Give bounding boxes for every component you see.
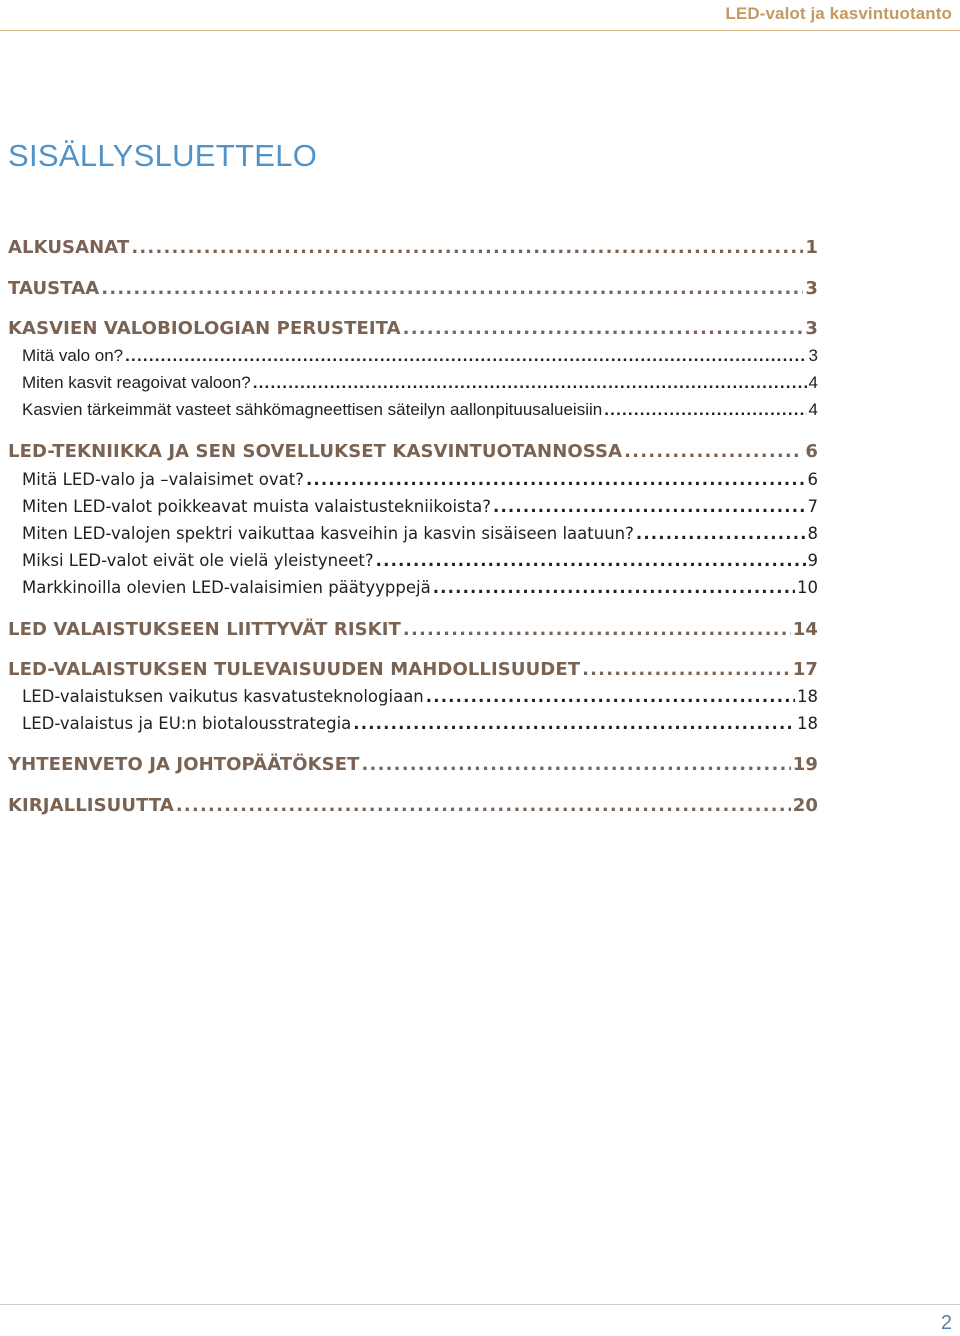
toc-entry-kasvien-tarkeimmat-vasteet[interactable]: [22, 400, 818, 420]
toc-entry-miten-kasvit-reagoivat[interactable]: [22, 373, 818, 393]
toc-entry-page: 17: [792, 659, 818, 680]
toc-entry-led-valaistukseen-riskit[interactable]: [8, 619, 818, 640]
toc-entry-label: KASVIEN VALOBIOLOGIAN PERUSTEITA: [8, 318, 401, 339]
toc-leader-dots: [403, 619, 791, 640]
toc-entry-label: LED-valaistuksen vaikutus kasvatusteknologiaan: [22, 687, 424, 706]
toc-entry-page: 1: [805, 237, 818, 258]
toc-entry-label: TAUSTAA: [8, 278, 100, 299]
toc-entry-kasvatusteknologia[interactable]: [22, 687, 818, 706]
toc-leader-dots: [604, 400, 806, 420]
toc-leader-dots: [636, 524, 806, 543]
toc-entry-page: 6: [807, 470, 818, 489]
toc-entry-page: 20: [792, 795, 818, 816]
toc-entry-miten-led-valot-poikkeavat[interactable]: [22, 497, 818, 516]
page-number: 2: [940, 1312, 952, 1334]
toc-entry-led-valaistuksen-tulevaisuus[interactable]: [8, 659, 818, 680]
toc-entry-page: 14: [792, 619, 818, 640]
toc-entry-label: Miten LED-valot poikkeavat muista valaistustekniikoista?: [22, 497, 491, 516]
toc-leader-dots: [403, 318, 804, 339]
toc-entry-label: Miten LED-valojen spektri vaikuttaa kasveihin ja kasvin sisäiseen laatuun?: [22, 524, 634, 543]
running-header: LED-valot ja kasvintuotanto: [725, 4, 952, 23]
toc-entry-biotalousstrategia[interactable]: [22, 714, 818, 733]
toc-entry-label: KIRJALLISUUTTA: [8, 795, 174, 816]
toc-entry-alkusanat[interactable]: [8, 237, 818, 258]
toc-entry-mita-led-valo[interactable]: [22, 470, 818, 489]
header-divider: [0, 30, 960, 31]
toc-entry-page: 18: [797, 687, 818, 706]
toc-leader-dots: [362, 754, 791, 775]
toc-entry-kasvien-valobiologian-perusteita[interactable]: [8, 318, 818, 339]
toc-entry-yhteenveto[interactable]: [8, 754, 818, 775]
toc-leader-dots: [582, 659, 791, 680]
toc-leader-dots: [426, 687, 795, 706]
toc-leader-dots: [493, 497, 806, 516]
toc-entry-label: Miten kasvit reagoivat valoon?: [22, 373, 251, 392]
toc-entry-label: Kasvien tärkeimmät vasteet sähkömagneettisen säteilyn aallonpituusalueisiin: [22, 400, 603, 419]
toc-entry-page: 3: [805, 278, 818, 299]
toc-leader-dots: [253, 373, 807, 393]
toc-entry-led-valojen-spektri[interactable]: [22, 524, 818, 543]
toc-entry-label: YHTEENVETO JA JOHTOPÄÄTÖKSET: [8, 754, 360, 775]
toc-entry-page: 19: [792, 754, 818, 775]
toc-leader-dots: [176, 795, 791, 816]
toc-entry-label: ALKUSANAT: [8, 237, 130, 258]
toc-entry-label: Mitä LED-valo ja –valaisimet ovat?: [22, 470, 304, 489]
toc-entry-label: LED-TEKNIIKKA JA SEN SOVELLUKSET KASVINTUOTANNOSSA: [8, 441, 623, 462]
toc-leader-dots: [433, 578, 795, 597]
toc-entry-page: 18: [797, 714, 818, 733]
toc-entry-page: 10: [797, 578, 818, 597]
footer-divider: [0, 1304, 960, 1305]
toc-entry-mita-valo-on[interactable]: [22, 346, 818, 366]
toc-heading: SISÄLLYSLUETTELO: [8, 138, 318, 173]
toc-entry-led-tekniikka[interactable]: [8, 441, 818, 462]
toc-entry-label: LED-valaistus ja EU:n biotalousstrategia: [22, 714, 352, 733]
toc-leader-dots: [101, 278, 803, 299]
toc-entry-label: Mitä valo on?: [22, 346, 124, 365]
toc-entry-kirjallisuutta[interactable]: [8, 795, 818, 816]
toc-leader-dots: [306, 470, 806, 489]
toc-entry-page: 8: [807, 524, 818, 543]
toc-entry-page: 3: [805, 318, 818, 339]
toc-leader-dots: [624, 441, 803, 462]
toc-entry-page: 4: [808, 400, 818, 419]
toc-leader-dots: [125, 346, 806, 366]
toc-entry-label: LED-VALAISTUKSEN TULEVAISUUDEN MAHDOLLISUUDET: [8, 659, 581, 680]
toc-entry-label: Miksi LED-valot eivät ole vielä yleistyneet?: [22, 551, 374, 570]
toc-entry-page: 7: [807, 497, 818, 516]
toc-leader-dots: [131, 237, 803, 258]
toc-entry-taustaa[interactable]: [8, 278, 818, 299]
toc-leader-dots: [353, 714, 795, 733]
toc-entry-markkinoilla-olevien[interactable]: [22, 578, 818, 597]
toc-leader-dots: [376, 551, 806, 570]
toc-entry-label: LED VALAISTUKSEEN LIITTYVÄT RISKIT: [8, 619, 401, 640]
toc-entry-page: 6: [805, 441, 818, 462]
toc-entry-page: 9: [807, 551, 818, 570]
toc-entry-page: 4: [808, 373, 818, 392]
toc-entry-miksi-led-valot[interactable]: [22, 551, 818, 570]
toc-entry-page: 3: [808, 346, 818, 365]
toc-entry-label: Markkinoilla olevien LED-valaisimien päätyyppejä: [22, 578, 431, 597]
